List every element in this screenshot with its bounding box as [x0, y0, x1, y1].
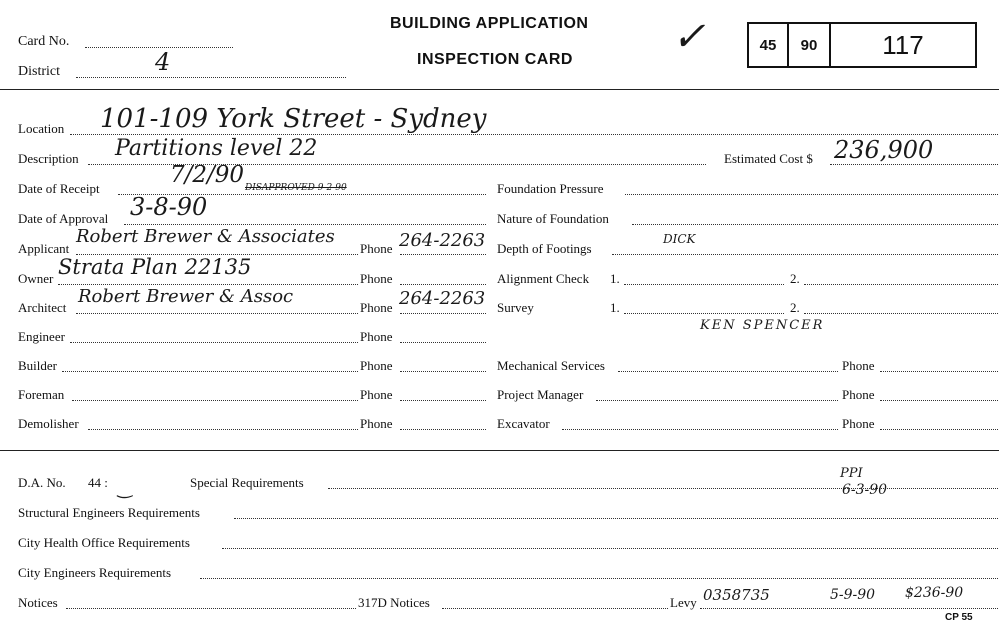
- survey-note: KEN SPENCER: [700, 318, 825, 333]
- special-req-note: PPI: [840, 466, 863, 481]
- demolisher-phone-label: Phone: [360, 416, 393, 431]
- applicant-value: Robert Brewer & Associates: [76, 226, 335, 247]
- estimated-cost-label: Estimated Cost $: [724, 151, 813, 166]
- levy-value: 0358735: [703, 586, 770, 604]
- builder-label: Builder: [18, 358, 57, 373]
- header-divider: [0, 89, 999, 90]
- excavator-phone-field: [880, 429, 998, 430]
- alignment-two-field: [804, 284, 998, 285]
- levy-field: [700, 608, 998, 609]
- foundation-pressure-label: Foundation Pressure: [497, 181, 604, 196]
- card-number-box: [747, 22, 977, 68]
- owner-value: Strata Plan 22135: [58, 255, 252, 279]
- owner-label: Owner: [18, 271, 54, 286]
- district-value: 4: [155, 48, 171, 76]
- architect-value: Robert Brewer & Assoc: [78, 286, 294, 307]
- mechanical-field: [618, 371, 838, 372]
- alignment-check-label: Alignment Check: [497, 271, 590, 286]
- date-approval-label: Date of Approval: [18, 211, 109, 226]
- demolisher-label: Demolisher: [18, 416, 79, 431]
- project-manager-phone-label: Phone: [842, 387, 875, 402]
- mechanical-phone-field: [880, 371, 998, 372]
- box-number: 117: [882, 29, 924, 60]
- card-no-label: Card No.: [18, 34, 70, 49]
- levy-label: Levy: [670, 595, 697, 610]
- architect-phone-value: 264-2263: [399, 288, 486, 309]
- foreman-phone-field: [400, 400, 486, 401]
- health-label: City Health Office Requirements: [18, 535, 190, 550]
- title-line1: BUILDING APPLICATION: [390, 15, 589, 32]
- survey-one-label: 1.: [610, 300, 620, 315]
- foreman-phone-label: Phone: [360, 387, 393, 402]
- disapproved-note: DISAPPROVED 9-2-90: [245, 183, 347, 193]
- applicant-phone-label: Phone: [360, 241, 393, 256]
- location-field: [70, 134, 998, 135]
- depth-footings-label: Depth of Footings: [497, 241, 592, 256]
- owner-field: [58, 284, 358, 285]
- notices-label: Notices: [18, 595, 58, 610]
- builder-field: [62, 371, 358, 372]
- architect-phone-field: [400, 313, 486, 314]
- architect-field: [76, 313, 358, 314]
- survey-two-label: 2.: [790, 300, 800, 315]
- description-value: Partitions level 22: [115, 136, 318, 161]
- owner-phone-field: [400, 284, 486, 285]
- demolisher-field: [88, 429, 358, 430]
- foreman-field: [72, 400, 358, 401]
- box-a: 45: [749, 24, 789, 66]
- survey-one-field: [624, 313, 784, 314]
- depth-footings-field: [612, 254, 998, 255]
- alignment-two-label: 2.: [790, 271, 800, 286]
- nature-foundation-label: Nature of Foundation: [497, 211, 609, 226]
- foundation-pressure-field: [625, 194, 998, 195]
- levy-amount: $236-90: [905, 585, 964, 601]
- owner-phone-label: Phone: [360, 271, 393, 286]
- da-tick-mark: ‿: [118, 478, 133, 499]
- special-req-field: [328, 488, 998, 489]
- date-approval-value: 3-8-90: [130, 193, 208, 221]
- estimated-cost-field: [830, 164, 998, 165]
- mechanical-label: Mechanical Services: [497, 358, 605, 373]
- footer-divider: [0, 450, 999, 451]
- engineer-label: Engineer: [18, 329, 65, 344]
- special-req-date: 6-3-90: [842, 482, 888, 498]
- date-receipt-label: Date of Receipt: [18, 181, 100, 196]
- demolisher-phone-field: [400, 429, 486, 430]
- box-b: 90: [789, 24, 831, 66]
- notices-field: [66, 608, 356, 609]
- da-label: D.A. No.: [18, 475, 66, 490]
- alignment-one-field: [624, 284, 784, 285]
- check-mark-icon: ✓: [672, 14, 706, 60]
- description-label: Description: [18, 151, 79, 166]
- form-code: CP 55: [945, 612, 973, 623]
- excavator-field: [562, 429, 838, 430]
- engineer-phone-field: [400, 342, 486, 343]
- project-manager-field: [596, 400, 838, 401]
- notices-317d-label: 317D Notices: [358, 595, 430, 610]
- depth-footings-note: DICK: [663, 232, 696, 246]
- foreman-label: Foreman: [18, 387, 65, 402]
- applicant-label: Applicant: [18, 241, 70, 256]
- builder-phone-label: Phone: [360, 358, 393, 373]
- district-label: District: [18, 64, 60, 79]
- architect-phone-label: Phone: [360, 300, 393, 315]
- estimated-cost-value: 236,900: [834, 136, 934, 164]
- da-value: 44 :: [88, 475, 108, 490]
- excavator-phone-label: Phone: [842, 416, 875, 431]
- title-line2: INSPECTION CARD: [417, 51, 573, 68]
- health-field: [222, 548, 998, 549]
- city-eng-field: [200, 578, 998, 579]
- excavator-label: Excavator: [497, 416, 550, 431]
- survey-two-field: [804, 313, 998, 314]
- location-value: 101-109 York Street - Sydney: [100, 104, 487, 134]
- mechanical-phone-label: Phone: [842, 358, 875, 373]
- district-field: [76, 77, 346, 78]
- levy-date: 5-9-90: [830, 587, 876, 603]
- date-approval-field: [124, 224, 486, 225]
- special-req-label: Special Requirements: [190, 475, 304, 490]
- nature-foundation-field: [632, 224, 998, 225]
- survey-label: Survey: [497, 300, 534, 315]
- builder-phone-field: [400, 371, 486, 372]
- applicant-phone-value: 264-2263: [399, 230, 486, 251]
- structural-label: Structural Engineers Requirements: [18, 505, 200, 520]
- city-eng-label: City Engineers Requirements: [18, 565, 172, 580]
- location-label: Location: [18, 121, 65, 136]
- structural-field: [234, 518, 998, 519]
- project-manager-label: Project Manager: [497, 387, 584, 402]
- date-receipt-value: 7/2/90: [170, 162, 245, 188]
- engineer-phone-label: Phone: [360, 329, 393, 344]
- applicant-phone-field: [400, 254, 486, 255]
- project-manager-phone-field: [880, 400, 998, 401]
- alignment-one-label: 1.: [610, 271, 620, 286]
- engineer-field: [70, 342, 358, 343]
- architect-label: Architect: [18, 300, 67, 315]
- notices-317d-field: [442, 608, 668, 609]
